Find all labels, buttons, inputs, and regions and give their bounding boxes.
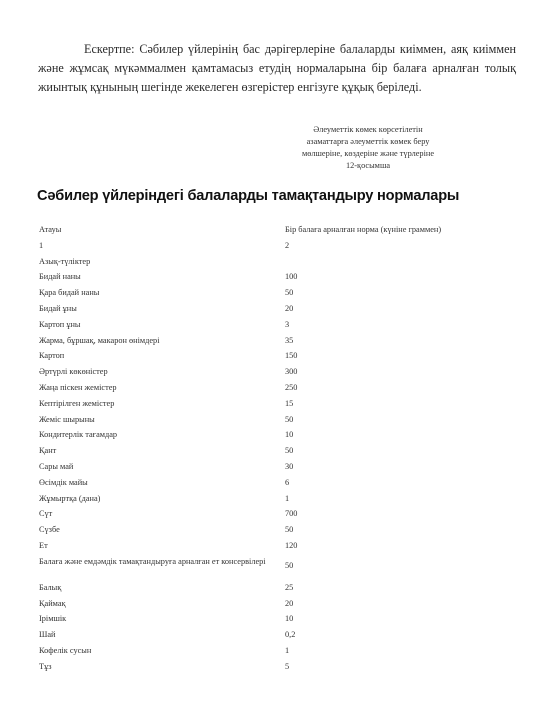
row-item-name: Жаңа піскен жемістер xyxy=(39,382,117,392)
row-item-value: 250 xyxy=(285,382,298,392)
header-norm: Бір балаға арналған норма (күнiне граммен) xyxy=(285,225,442,234)
row-item-value: 50 xyxy=(285,560,294,570)
section-label: Азық-түліктер xyxy=(39,256,91,266)
row-item-name: Өсімдік майы xyxy=(39,477,88,487)
norms-table xyxy=(39,222,509,675)
table-row xyxy=(39,317,509,333)
row-item-value: 25 xyxy=(285,582,294,592)
row-item-name: Әртүрлі көкөністер xyxy=(39,367,108,377)
row-item-name: Балық xyxy=(39,582,62,592)
row-item-value: 20 xyxy=(285,303,294,313)
column-number-row xyxy=(39,238,509,254)
annex-line-3: мөлшеріне, көздеріне және түрлеріне xyxy=(301,149,435,158)
table-body xyxy=(39,269,509,674)
table-row xyxy=(39,443,509,459)
row-item-value: 120 xyxy=(285,540,298,550)
annex-number: 12-қосымша xyxy=(345,161,391,170)
row-item-value: 50 xyxy=(285,446,294,456)
row-item-name: Бидай наны xyxy=(39,272,81,282)
annex-line-2: азаматтарға әлеуметтік көмек беру xyxy=(306,137,430,146)
row-item-value: 150 xyxy=(285,351,298,361)
row-item-name: Сары май xyxy=(39,461,74,471)
table-row xyxy=(39,538,509,554)
row-item-value: 10 xyxy=(285,430,294,440)
row-item-name: Кофелік сусын xyxy=(39,645,92,655)
row-item-value: 15 xyxy=(285,398,294,408)
row-item-value: 35 xyxy=(285,335,294,345)
row-item-name: Жұмыртқа (дана) xyxy=(39,493,101,503)
row-item-name: Қара бидай наны xyxy=(39,288,100,298)
table-row xyxy=(39,611,509,627)
row-item-value: 0,2 xyxy=(285,630,296,640)
row-item-name: Балаға және емдәмдік тамақтандыруға арналған ет консервілері xyxy=(39,556,266,566)
row-item-name: Кептірілген жемістер xyxy=(39,398,115,408)
table-row xyxy=(39,269,509,285)
table-row xyxy=(39,554,509,580)
row-item-value: 6 xyxy=(285,477,290,487)
table-row xyxy=(39,459,509,475)
table-row xyxy=(39,643,509,659)
row-item-value: 50 xyxy=(285,288,294,298)
row-item-value: 30 xyxy=(285,461,294,471)
table-row xyxy=(39,506,509,522)
row-item-name: Сүт xyxy=(39,509,53,519)
column-number-1: 1 xyxy=(39,240,44,250)
row-item-name: Ірімшік xyxy=(39,614,67,624)
table-row xyxy=(39,412,509,428)
section-row xyxy=(39,254,509,270)
row-item-name: Сүзбе xyxy=(39,525,60,535)
table-row xyxy=(39,364,509,380)
row-item-value: 10 xyxy=(285,614,294,624)
row-item-value: 700 xyxy=(285,509,298,519)
page-title: Сәбилер үйлеріндегі балаларды тамақтандыру нормалары xyxy=(37,188,460,204)
table-row xyxy=(39,396,509,412)
table-row xyxy=(39,380,509,396)
table-row xyxy=(39,285,509,301)
annex-reference xyxy=(258,124,478,172)
annex-line-1: Әлеуметтік көмек көрсетілетін xyxy=(313,125,423,134)
row-item-name: Жеміс шырыны xyxy=(39,414,95,424)
row-item-name: Кондитерлік тағамдар xyxy=(39,430,118,440)
table-row xyxy=(39,348,509,364)
table-header-row xyxy=(39,222,509,238)
row-item-value: 3 xyxy=(285,319,290,329)
table-row xyxy=(39,333,509,349)
table-row xyxy=(39,475,509,491)
row-item-value: 5 xyxy=(285,661,290,671)
column-number-2: 2 xyxy=(285,240,290,250)
header-name: Атауы xyxy=(39,225,62,234)
table-row xyxy=(39,627,509,643)
row-item-value: 50 xyxy=(285,525,294,535)
table-row xyxy=(39,580,509,596)
row-item-name: Шай xyxy=(39,630,56,640)
table-row xyxy=(39,596,509,612)
note-paragraph: Ескертпе: Сәбилер үйлерінің бас дәрігерлеріне балаларды киіммен, аяқ киіммен және жұмсақ мүкәммалмен қамтамасыз етудің нормаларына бір балаға арналған толық жиынтық құнының шегінде жекелеген өзгерістер енгізуге құқық беріледі. xyxy=(38,42,516,94)
row-item-name: Бидай ұны xyxy=(39,303,77,313)
row-item-name: Картоп ұны xyxy=(39,319,81,329)
row-item-value: 20 xyxy=(285,598,294,608)
row-item-value: 100 xyxy=(285,272,298,282)
row-item-name: Қант xyxy=(39,446,57,456)
row-item-value: 50 xyxy=(285,414,294,424)
row-item-value: 300 xyxy=(285,367,298,377)
table-row xyxy=(39,427,509,443)
table-row xyxy=(39,301,509,317)
row-item-value: 1 xyxy=(285,645,290,655)
table-row xyxy=(39,491,509,507)
row-item-name: Тұз xyxy=(39,661,52,671)
table-row xyxy=(39,659,509,675)
row-item-name: Қаймақ xyxy=(39,598,66,608)
table-row xyxy=(39,522,509,538)
row-item-name: Ет xyxy=(39,540,48,550)
row-item-value: 1 xyxy=(285,493,290,503)
row-item-name: Картоп xyxy=(39,351,65,361)
row-item-name: Жарма, бұршақ, макарон өнімдері xyxy=(39,335,160,345)
